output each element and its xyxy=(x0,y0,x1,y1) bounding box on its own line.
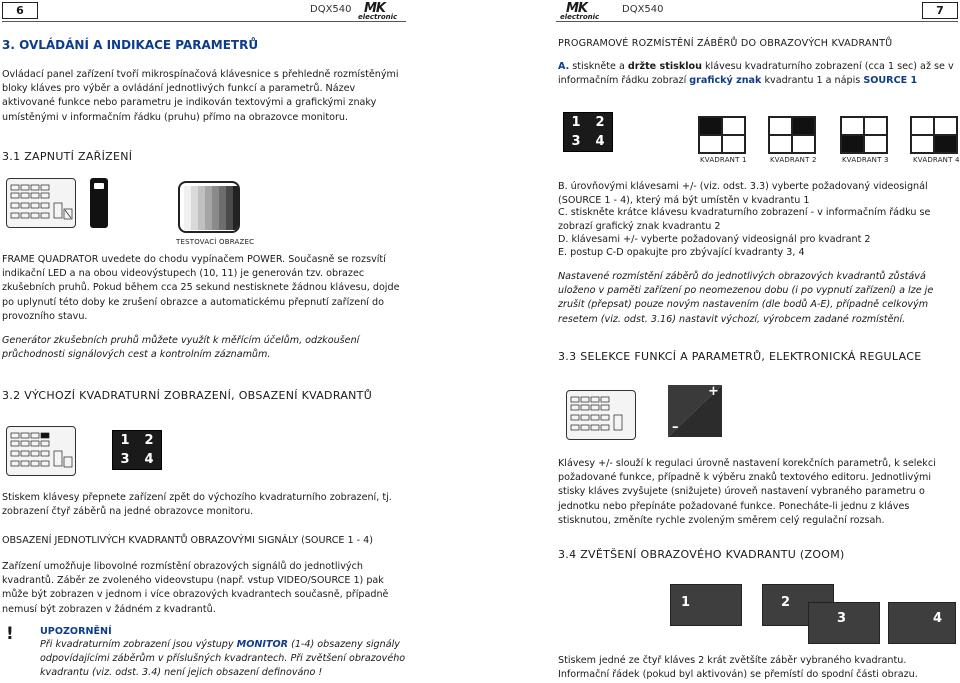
quadrant-label: KVADRANT 3 xyxy=(842,156,889,164)
keypad-icon xyxy=(7,427,77,477)
quadrant-3-indicator xyxy=(840,116,888,154)
model-name-left: DQX540 xyxy=(310,4,352,15)
page-number-right xyxy=(922,2,958,19)
section-3-3-title: 3.3 SELEKCE FUNKCÍ A PARAMETRŮ, ELEKTRONICKÁ REGULACE xyxy=(558,350,922,363)
logo-wordmark: electronic xyxy=(358,13,398,21)
quad-label: 2 xyxy=(781,595,791,610)
quad-label: 1 xyxy=(681,595,691,610)
quadrant-assignment-subtitle: OBSAZENÍ JEDNOTLIVÝCH KVADRANTŮ OBRAZOVÝMI SIGNÁLY (SOURCE 1 - 4) xyxy=(2,535,374,546)
quad-label: 1 xyxy=(571,115,581,130)
power-led xyxy=(94,183,104,189)
page-number-text: 7 xyxy=(936,4,944,17)
quad-label: 2 xyxy=(595,115,605,130)
step-e: E. postup C-D opakujte pro zbývající kvadranty 3, 4 xyxy=(558,247,805,258)
quadrant-assignment-paragraph: Zařízení umožňuje libovolné rozmístění obrazových signálů do jednotlivých kvadrantů. Záběr ze zvoleného videovstupu (např. vstup VIDEO/SOURCE 1) pak může být zobrazen v jednom i více obrazových kvadrantech současně, případně nemusí být zobrazen v žádném z kvadrantů. xyxy=(2,561,389,615)
section-3-4-paragraph: Stiskem jedné ze čtyř kláves 2 krát zvětšíte záběr vybraného kvadrantu. Informační řádek (pokud byl aktivován) se přemístí do spodní části obrazu. xyxy=(558,655,918,681)
warning-text-c: (1-4) obsazeny signály odpovídajícími záběrům v příslušných kvadrantech. Při zvětšení obrazového kvadrantu (viz. odst. 3.4) není jejich obsazení definováno ! xyxy=(40,639,406,679)
quad-label: 4 xyxy=(933,611,943,626)
quadrant-4-indicator xyxy=(910,116,958,154)
quadrant-1-indicator xyxy=(698,116,746,154)
quad-label: 4 xyxy=(595,134,605,149)
minus-label: – xyxy=(672,420,679,435)
control-panel-illustration xyxy=(6,178,76,228)
step-a-text: kvadrantu 1 a nápis xyxy=(761,75,864,87)
step-c: C. stiskněte krátce klávesu kvadraturního zobrazení - v informačním řádku se zobrazí grafický znak kvadrantu 2 xyxy=(558,207,931,233)
step-a-bold: držte stisklou xyxy=(627,61,702,72)
logo-mark: MK xyxy=(566,1,588,16)
logo-wordmark: electronic xyxy=(560,13,600,21)
quadrant-2-indicator xyxy=(768,116,816,154)
quad-label: 1 xyxy=(120,433,130,448)
test-pattern-caption: TESTOVACÍ OBRAZEC xyxy=(176,238,255,246)
warning-text-a: Při kvadraturním zobrazení jsou výstupy xyxy=(40,639,237,650)
section-3-3-paragraph: Klávesy +/- slouží k regulaci úrovně nastavení korekčních parametrů, k selekci požadované funkce, případně k výběru znaků textového editoru. Jednotlivými stisky kláves zvyšujete (snižujete) úroveň nastavení vybraného parametru o jednotku nebo přepínáte požadované funkce. Ponecháte-li jednu z kláves stisknutou, změníte rychle zvoleným směrem celý regulační rozsah. xyxy=(558,458,936,526)
zoom-quadrant-4 xyxy=(888,602,956,644)
warning-title: UPOZORNĚNÍ xyxy=(40,626,112,637)
zoom-quadrant-3 xyxy=(808,602,880,644)
control-panel-illustration xyxy=(6,426,76,476)
keypad-icon xyxy=(7,179,77,229)
section-3-1-title: 3.1 ZAPNUTÍ ZAŘÍZENÍ xyxy=(2,150,133,163)
warning-icon: ! xyxy=(6,624,14,644)
section-3-1-note: Generátor zkušebních pruhů můžete využít k měřícím účelům, odzkoušení průchodnosti signálových cest a kontrolním záznamům. xyxy=(2,335,360,361)
keypad-icon xyxy=(567,391,637,441)
step-b: B. úrovňovými klávesami +/- (viz. odst. 3.3) vyberte požadovaný videosignál (SOURCE 1 - 4), který má být umístěn v kvadrantu 1 xyxy=(558,181,928,207)
section-3-2-title: 3.2 VÝCHOZÍ KVADRATURNÍ ZOBRAZENÍ, OBSAZENÍ KVADRANTŮ xyxy=(2,389,373,402)
section-3-2-paragraph: Stiskem klávesy přepnete zařízení zpět do výchozího kvadraturního zobrazení, tj. zobrazení čtyř záběrů na jedné obrazovce monitoru. xyxy=(2,492,392,518)
control-panel-illustration xyxy=(566,390,636,440)
section-3-1-paragraph: FRAME QUADRATOR uvedete do chodu vypínačem POWER. Současně se rozsvítí indikační LED a na obou videovýstupech (10, 11) je generován tzv. obrazec zkušebních pruhů. Pokud během cca 25 sekund nestisknete žádnou klávesu, dojde po uplynutí této doby ke zrušení obrazce a automatickému přepnutí zařízení do provozního stavu. xyxy=(2,254,400,322)
zoom-quadrant-1 xyxy=(670,584,742,626)
logo-mark: MK xyxy=(364,1,386,16)
step-a xyxy=(558,60,958,88)
quad-display-icon xyxy=(563,112,613,152)
page-number-left xyxy=(2,2,38,19)
programming-subtitle: PROGRAMOVÉ ROZMÍSTĚNÍ ZÁBĚRŮ DO OBRAZOVÝCH KVADRANTŮ xyxy=(558,38,893,49)
header-rule-right xyxy=(556,21,958,22)
step-a-bold: SOURCE 1 xyxy=(863,75,918,87)
header-rule-left xyxy=(2,21,406,22)
settings-note: Nastavené rozmístění záběrů do jednotlivých obrazových kvadrantů zůstává uloženo v paměti zařízení po neomezenou dobu (i po vypnutí zařízení) a lze je zrušit (přepsat) pouze novým nastavením (dle bodů A-E), případně celkovým resetem (viz. odst. 3.16) nastavit výchozí, výrobcem zadané rozmístění. xyxy=(558,271,934,325)
test-bars-icon xyxy=(180,183,240,233)
section-3-4-title: 3.4 ZVĚTŠENÍ OBRAZOVÉHO KVADRANTU (ZOOM) xyxy=(558,548,845,561)
quadrant-label: KVADRANT 4 xyxy=(913,156,960,164)
step-a-letter: A. xyxy=(558,61,570,72)
quad-label: 3 xyxy=(120,452,130,467)
quadrant-label: KVADRANT 2 xyxy=(770,156,817,164)
step-a-text: stiskněte a xyxy=(569,61,628,72)
intro-paragraph: Ovládací panel zařízení tvoří mikrospínačová klávesnice s přehledně rozmístěnými bloky kláves pro výběr a ovládání jednotlivých funkcí a parametrů. Název aktivované funkce nebo parametru je indikován textovými a grafickými znaky umístěnými v informačním řádku (pruhu) přímo na obrazovce monitoru. xyxy=(2,69,399,123)
brand-logo-left xyxy=(358,3,406,22)
plus-label: + xyxy=(708,384,719,399)
quad-label: 2 xyxy=(144,433,154,448)
brand-logo-right xyxy=(560,3,608,22)
section-title: 3. OVLÁDÁNÍ A INDIKACE PARAMETRŮ xyxy=(2,38,259,52)
quad-label: 4 xyxy=(144,452,154,467)
quadrant-label: KVADRANT 1 xyxy=(700,156,747,164)
power-switch-icon xyxy=(90,178,108,228)
quad-display-icon xyxy=(112,430,162,470)
model-name-right: DQX540 xyxy=(622,4,664,15)
warning-text xyxy=(40,638,406,681)
step-a-text: klávesu kvadraturního zobrazení (cca 1 sec) až se v informačním řádku zobrazí xyxy=(558,61,954,87)
test-pattern-monitor xyxy=(178,181,240,233)
step-a-bold: grafický znak xyxy=(689,75,762,87)
page-number-text: 6 xyxy=(16,4,24,17)
step-d: D. klávesami +/- vyberte požadovaný videosignál pro kvadrant 2 xyxy=(558,234,871,245)
warning-text-monitor: MONITOR xyxy=(236,639,289,650)
quad-label: 3 xyxy=(571,134,581,149)
quad-label: 3 xyxy=(837,611,847,626)
